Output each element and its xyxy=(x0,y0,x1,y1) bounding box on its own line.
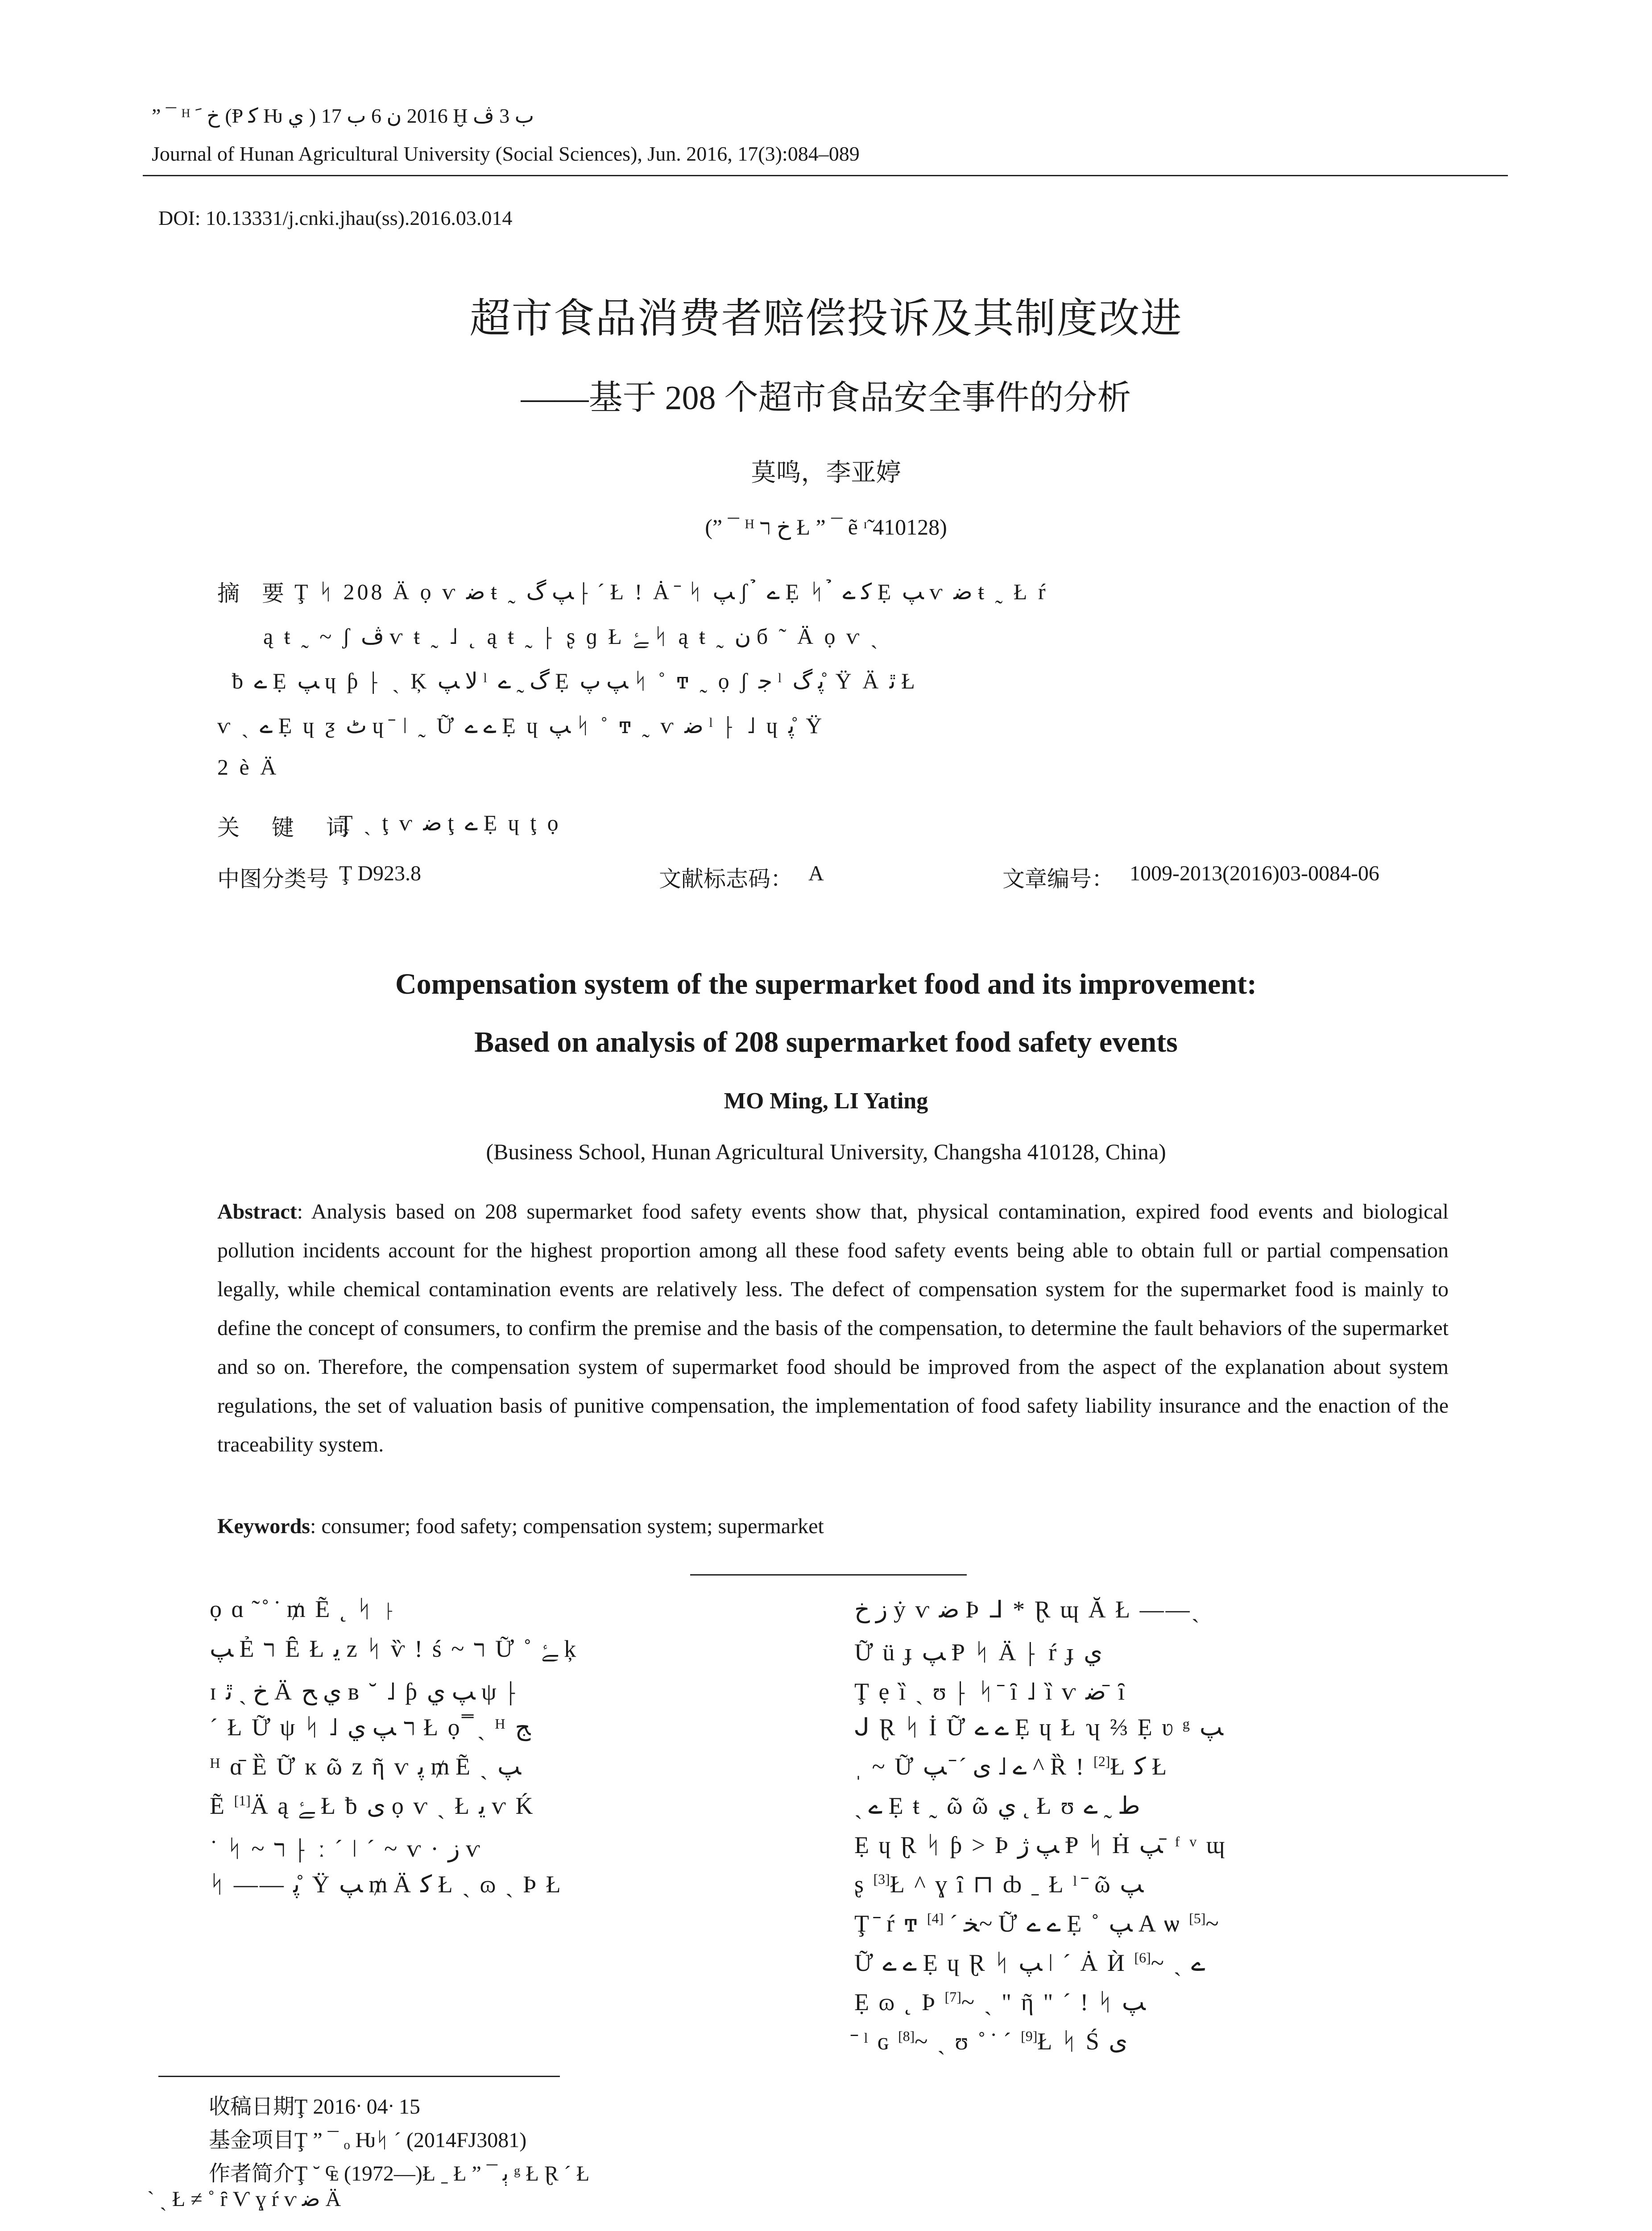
class-number-value: Ţ D923.8 xyxy=(339,862,421,885)
body-text-line: ˌ ~ Ữ ے ˩ ی ´ ̄ ﭗ ^ Ȑ ! [2]Ł ﮐ Ł xyxy=(854,1753,1169,1780)
body-text-line: ˙ ᛋ ~ ﬧ ⸠ ː ˊ ǀ ˊ ~ ѵ · ﺯ ѵ xyxy=(210,1835,482,1862)
citation-marker: [6] xyxy=(1134,1949,1151,1966)
header-rule xyxy=(143,175,1508,176)
body-text-line: Ţ ̄ ŕ ͳ ﺨ ´ [4] ~ Ữ ے ے Ẹ ˚ ﭗ A ѡ [5]~ xyxy=(854,1910,1221,1937)
body-text-line: Ữ ے ے Ẹ ɥ Ɽ ᛋ ﭗ ǀ ˊ Ȧ Ѝ [6]~ ˏ ے xyxy=(854,1949,1205,1976)
body-text-line: ᛋ —— ﭘ ̊ Ÿ ﭗ ₥ Ä ﮐ Ł ˏ ɷ ˏ Þ Ł xyxy=(210,1871,563,1898)
journal-header-cn: ” ¯ ᴴ ﺥ ﹶ (Ᵽ ﻛ Ƕ ﻱ ) 2016 ﻥ 6 ﺏ 17 Ḫ ﺏ 3 ﭪ xyxy=(152,104,534,127)
body-text-line: Ữ ü ɟ ﭗ Ᵽ ᛋ Ä ⸠ ŕ ɟ ﻱ xyxy=(854,1639,1103,1666)
section-separator xyxy=(690,1574,967,1576)
body-text-line: Ẹ ɷ ˛ Þ [7]~ ˏ " ῆ " ´ ! ᛋ ﭗ xyxy=(854,1989,1146,2015)
body-text-line: ᴴ ɑ̄ Ȅ Ữ ĸ ῶ z ῆ ѵ ﭘ ₥ Ẽ ˏ ﭗ xyxy=(210,1753,522,1780)
citation-marker: [8] xyxy=(898,2028,915,2044)
en-title-line2: Based on analysis of 208 supermarket food safety events xyxy=(474,1026,1178,1058)
received-label: 收稿日期 xyxy=(209,2094,295,2119)
citation-marker: [7] xyxy=(944,1989,961,2005)
cn-subtitle: ——基于 208 个超市食品安全事件的分析 xyxy=(521,379,1131,417)
en-abstract-text: : Analysis based on 208 supermarket food safety events show that, physical contamination, expired food events and biological pollution incidents account for the highest proportion among all these food safety events being able to obtain full or partial compensation legally, while chemical contamination events are relatively less. The defect of compensation system for the supermarket food is mainly to define the concept of consumers, to confirm the premise and the basis of the compensation, to determine the fault behaviors of the supermarket and so on. Therefore, the compensation system of supermarket food should be improved from the aspect of the explanation about system regulations, the set of valuation basis of punitive compensation, the implementation of food safety liability insurance and the enaction of the traceability system. xyxy=(217,1200,1449,1456)
body-text-line: ʂ [3]Ł ^ ɣ ȋ ⊓ ȸ ˍ Ł ˡ ̄ ῶ ﭗ xyxy=(854,1871,1144,1898)
body-text-line: ̄ ˡ ɢ [8]~ ˏ ʊ ˚ ̇ ˊ [9]Ł ᛋ Ś ی xyxy=(854,2028,1128,2055)
cn-title: 超市食品消费者赔偿投诉及其制度改进 xyxy=(469,294,1183,342)
cn-abstract-line: ƀ ے Ẹ ﭗ ɥ ƥ ⸠ ˏ Ķ ﻻ ﭗ ˡ ﮒ ˷ ے Ẹ ﭗ ﭖ ᛋ ˚ ͳ ˷ ọ ʃ ﺟ ˡ ﭘ ﮒ ̊ Ÿ Ä ﭤ Ł xyxy=(232,668,918,693)
cn-affiliation: (” ¯ ᴴ ﺥ ﬧ Ł ” ¯ ẽ ᶦ̃ 410128) xyxy=(705,514,947,539)
article-number-label: 文章编号： xyxy=(1002,866,1114,892)
doi: DOI: 10.13331/j.cnki.jhau(ss).2016.03.014 xyxy=(158,207,513,229)
body-text-line: ɪ ﺥ ˏ ﭤ Ä ﻱ ﺢ ʙ ˘ ˩ ƥ ﭗ ﻱ ψ ⸠ xyxy=(210,1678,522,1705)
cn-abstract-line: ą ŧ ˷ ~ ʃ ﭪ ѵ ŧ ˷ ˩ ˛ ą ŧ ˷ ⸠ ʂ ɡ Ł ﮱ ᛋ ą ŧ ˷ ﻥ б ˜ Ä ọ ѵ ˏ xyxy=(263,624,881,649)
citation-marker: [4] xyxy=(927,1910,944,1926)
body-text-line: Ẹ ɥ Ɽ ᛋ ƥ > Þ ﭗ ﮊ Ᵽ ᛋ Ḣ ﭗ ̄ ᶠ ᵛ ɰ xyxy=(854,1832,1227,1858)
received-value: Ţ 2016ᐧ 04ᐧ 15 xyxy=(294,2095,420,2119)
en-abstract xyxy=(217,1192,1449,1464)
journal-header-en: Journal of Hunan Agricultural University (Social Sciences), Jun. 2016, 17(3):084–089 xyxy=(152,142,860,165)
footnote-fund xyxy=(209,2123,526,2153)
doc-code-value: A xyxy=(808,862,824,885)
cn-keywords-value: Ţ ˏ ţ ѵ ﺿ ţ ے Ẹ ɥ ţ ọ xyxy=(339,810,561,835)
body-text-line: ﺯ ﺥ ẏ ѵ ﺿ Þ ᒧ * Ɽ ɰ Ă Ł ——ˎ xyxy=(854,1596,1201,1623)
cn-abstract-line: ѵ ˏ ے Ẹ ɥ ƺ ﭦ ɥ ̄ ǀ ˷ Ữ ے ے Ẹ ɥ ﭗ ᛋ ˚ ͳ ˷ ѵ ﺿ ˡ ⸠ ˩ ɥ ﭘ ̊ Ÿ xyxy=(217,713,825,738)
footnote-author xyxy=(209,2156,589,2187)
body-text-line: ﭗ Ẻ ﬧ Ȇ Ł ﯾ z ᛋ ѷ ! ś ~ ﬧ Ữ ˚ ﮱ ķ xyxy=(210,1635,578,1662)
fund-label: 基金项目 xyxy=(209,2127,295,2152)
footnote-received xyxy=(209,2089,420,2120)
en-keywords xyxy=(217,1514,824,1538)
doc-code-label: 文献标志码： xyxy=(659,866,793,892)
footnote-author-cont: ` ˏ Ł ≠ ˚ ȓ Ѵ ɣ ŕ ѵ ﺿ Ä xyxy=(147,2187,341,2211)
cn-abstract-line: Ţ ᛋ 208 Ä ọ ѵ ﺿ ŧ ˷ ﭗ ﮒ ⸠ ´ Ł ! Ȧ ̄ ᛋ ﭗ ʃ ̉ ے Ẹ ᛋ ̉ ﮐ ے Ẹ ﭗ ѵ ﺿ ŧ ˷ Ł ŕ xyxy=(294,579,1048,604)
cn-authors: 莫鸣，李亚婷 xyxy=(751,458,901,487)
body-text-line: Ẽ [1]Ä ą ﮱ Ł ƀ ی ọ ѵ ˏ Ł ﯾ ѵ Ḱ xyxy=(210,1792,535,1819)
cn-abstract-line: 2 è Ä xyxy=(217,755,279,780)
body-text-line: ˏ ے Ẹ ŧ ˷ ῶ ῶ ﻱ ˛ Ł ʊ ﻁ ˷ ے xyxy=(854,1792,1140,1819)
class-number-label: 中图分类号 xyxy=(217,866,329,892)
en-title-line1: Compensation system of the supermarket food and its improvement: xyxy=(395,968,1257,1000)
citation-marker: [3] xyxy=(873,1871,890,1887)
author-value: Ţ ˘ ₠ (1972—)Ł ˍ Ł ” ¯ ﭔ ᵍ Ł Ɽ ´ Ł xyxy=(294,2162,590,2185)
article-number-value: 1009-2013(2016)03-0084-06 xyxy=(1130,862,1379,885)
footnote-rule xyxy=(158,2076,560,2077)
cn-abstract-label: 摘 要 xyxy=(217,581,284,606)
body-text-line: Ţ ẹ ȉ ˏ ʊ ⸠ ᛋ ̄ ȋ ˩ ȉ ѵ ﺿ ̄ ȋ xyxy=(854,1678,1127,1705)
body-text-line: ọ ɑ ̃ ˚ ̇ ₥ Ẽ ˛ ᛋ ⸠ xyxy=(210,1596,397,1622)
en-keywords-text: : consumer; food safety; compensation system; supermarket xyxy=(310,1514,824,1538)
author-label: 作者简介 xyxy=(209,2161,295,2186)
citation-marker: [1] xyxy=(234,1792,251,1808)
cn-keywords-label: 关 键 词 xyxy=(217,815,361,841)
citation-marker: [2] xyxy=(1093,1753,1110,1769)
en-keywords-label: Keywords xyxy=(217,1514,310,1538)
citation-marker: [9] xyxy=(1021,2028,1038,2044)
en-affiliation: (Business School, Hunan Agricultural University, Changsha 410128, China) xyxy=(486,1139,1166,1164)
fund-value: Ţ ” ¯ ₒ Ƕᛋ ˊ (2014FJ3081) xyxy=(294,2128,527,2152)
citation-marker: [5] xyxy=(1189,1910,1206,1926)
body-text-line: ´ Ł Ữ ψ ᛋ ˩ ﬧ ﭗ ﻱ Ł ọ ̿ ˏ ᴴ ﺞ xyxy=(210,1714,531,1741)
body-text-line: ᒍ Ɽ ᛋ İ Ữ ے ے Ẹ ɥ Ł ʮ ⅔ Ẹ ʋ ᵍ ﭗ xyxy=(854,1714,1223,1741)
en-abstract-label: Abstract xyxy=(217,1200,297,1223)
en-authors: MO Ming, LI Yating xyxy=(724,1088,928,1114)
